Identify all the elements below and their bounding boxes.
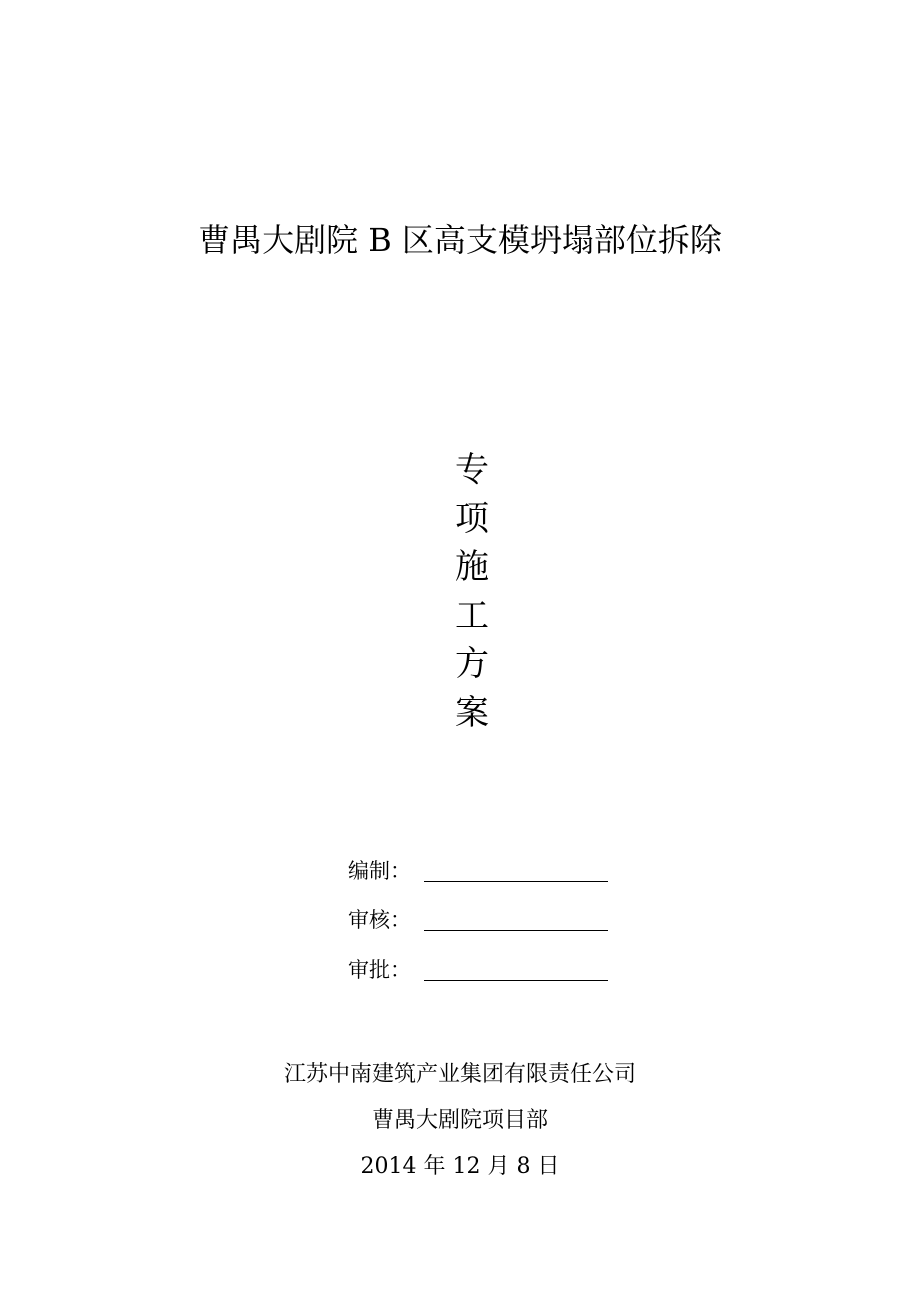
signature-label: 编制： — [348, 858, 411, 883]
subtitle-char: 案 — [455, 692, 489, 733]
subtitle-char: 施 — [455, 547, 489, 587]
signature-block — [348, 836, 618, 985]
signature-row-compiled — [348, 836, 618, 886]
signature-line — [424, 958, 608, 981]
signature-label: 审批： — [348, 957, 411, 982]
signature-row-reviewed — [348, 886, 618, 936]
document-title: 曹禺大剧院 B 区高支模坍塌部位拆除 — [198, 221, 722, 259]
organization-name: 江苏中南建筑产业集团有限责任公司 — [283, 1062, 636, 1087]
subtitle-char: 项 — [455, 498, 489, 539]
signature-line — [424, 908, 608, 931]
vertical-subtitle — [440, 446, 504, 737]
department-name: 曹禺大剧院项目部 — [371, 1108, 548, 1133]
subtitle-char: 工 — [455, 595, 489, 636]
signature-line — [424, 859, 608, 882]
signature-row-approved — [348, 935, 618, 985]
signature-label: 审核： — [348, 908, 411, 932]
subtitle-char: 方 — [455, 644, 489, 684]
subtitle-char: 专 — [455, 450, 489, 490]
document-date: 2014 年 12 月 8 日 — [360, 1154, 560, 1179]
document-footer — [0, 1052, 920, 1190]
